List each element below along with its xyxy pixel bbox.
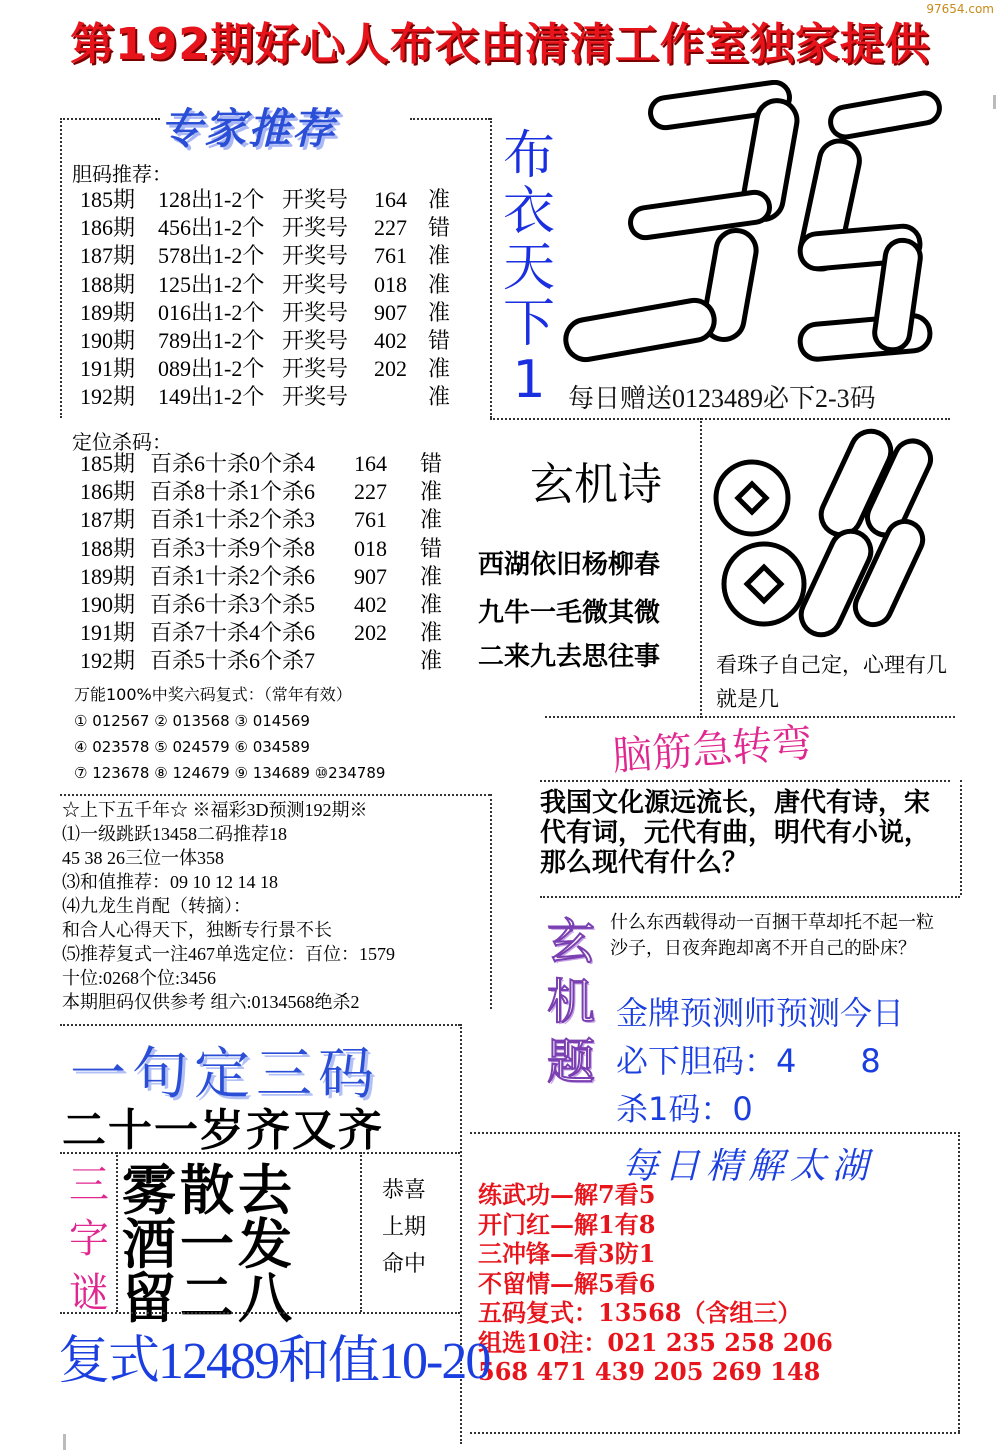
result-cell: 准 [420, 620, 443, 646]
three-char-label [64, 1158, 114, 1320]
kill-row [80, 563, 450, 591]
result-cell: 准 [428, 356, 451, 382]
pick-cell: 456出1-2个 [158, 215, 265, 241]
dan-row [80, 242, 458, 270]
congrats-line: 命中 [382, 1252, 427, 1277]
gold-line: 金牌预测师预测今日 [616, 994, 905, 1032]
draw-number-cell: 018 [374, 271, 407, 297]
result-cell: 准 [428, 384, 451, 410]
pick-cell: 149出1-2个 [158, 384, 265, 410]
draw-number-cell: 202 [354, 620, 387, 646]
issue-cell: 192期 [80, 384, 136, 410]
kill-rule-cell: 百杀1十杀2个杀6 [150, 563, 316, 589]
divider [960, 780, 962, 895]
gold-dan-line: 必下胆码：4 8 [616, 1042, 881, 1080]
coins-beads-illustration [706, 418, 956, 648]
result-cell: 错 [420, 535, 443, 561]
kill-row [80, 591, 450, 619]
issue-cell: 191期 [80, 356, 136, 382]
issue-cell: 187期 [80, 243, 136, 269]
issue-cell: 187期 [80, 507, 136, 533]
kill-row [80, 619, 450, 647]
forecast-line: ☆上下五千年☆ ※福彩3D预测192期※ [62, 800, 368, 820]
bead-bar [629, 190, 772, 239]
draw-label-cell: 开奖号 [282, 271, 349, 297]
result-cell: 准 [428, 243, 451, 269]
bu-yi-char: 下 [502, 294, 555, 354]
taihu-line: 组选10注：021 235 258 206 [478, 1327, 833, 1357]
riddle-word: 雾散去 [122, 1159, 296, 1222]
dan-table [80, 186, 458, 412]
draw-number-cell: 018 [354, 535, 387, 561]
result-cell: 准 [420, 507, 443, 533]
riddle-text: 什么东西载得动一百捆干草却托不起一粒沙子，日夜奔跑却离不开自己的卧床？ [610, 912, 934, 959]
kill-rule-cell: 百杀5十杀6个杀7 [150, 648, 316, 674]
divider [360, 1152, 362, 1312]
draw-label-cell: 开奖号 [282, 384, 349, 410]
dan-row [80, 186, 458, 214]
dan-row [80, 327, 458, 355]
bead-note: 看珠子自己定，心理有几就是几 [716, 653, 947, 711]
forecast-line: 十位:0268个位:3456 [62, 968, 217, 988]
divider [700, 418, 702, 718]
pick-cell: 128出1-2个 [158, 187, 265, 212]
bu-yi-char: 衣 [502, 182, 555, 242]
issue-cell: 186期 [80, 479, 136, 505]
riddle-word: 留二八 [122, 1267, 296, 1330]
kill-row [80, 506, 450, 534]
bu-yi-char: 天 [502, 238, 555, 298]
taihu-list [478, 1180, 833, 1387]
issue-cell: 188期 [80, 271, 136, 297]
daily-gift: 每日赠送0123489必下2-3码 [568, 384, 876, 413]
issue-cell: 188期 [80, 535, 136, 561]
pick-cell: 789出1-2个 [158, 328, 265, 354]
draw-number-cell: 227 [374, 215, 407, 241]
kill-rule-cell: 百杀1十杀2个杀3 [150, 507, 316, 533]
xuanji-title-vertical [540, 912, 602, 1092]
divider [116, 1152, 118, 1312]
kill-label: 定位杀码： [72, 432, 172, 454]
result-cell: 准 [420, 592, 443, 618]
draw-number-cell: 761 [354, 507, 387, 533]
bead-bar [828, 91, 942, 140]
dan-row [80, 299, 458, 327]
pick-cell: 578出1-2个 [158, 243, 265, 269]
xuanji-char: 题 [546, 1034, 595, 1090]
divider [60, 794, 490, 796]
result-cell: 错 [420, 451, 443, 476]
taihu-line: 三冲锋—看3防1 [478, 1239, 656, 1268]
xuanji-char: 机 [546, 974, 595, 1030]
divider [60, 118, 160, 120]
result-cell: 准 [420, 648, 443, 674]
one-line-riddle: 二十一岁齐又齐 [62, 1105, 384, 1156]
xuanji-char: 玄 [546, 914, 595, 970]
result-cell: 准 [420, 563, 443, 589]
pick-cell: 016出1-2个 [158, 299, 265, 325]
forecast-block [62, 798, 395, 1014]
dan-row [80, 271, 458, 299]
forecast-line: 和合人心得天下，独断专行景不长 [62, 920, 332, 940]
dan-row [80, 214, 458, 242]
pick-cell: 089出1-2个 [158, 356, 265, 382]
divider [60, 118, 62, 418]
draw-number-cell: 164 [374, 187, 407, 212]
issue-cell: 189期 [80, 299, 136, 325]
three-char-label-char: 字 [69, 1216, 109, 1262]
kill-rule-cell: 百杀7十杀4个杀6 [150, 620, 316, 646]
six-code-row: ① 012567 ② 013568 ③ 014569 [74, 712, 310, 730]
divider [60, 1024, 460, 1026]
result-cell: 准 [428, 187, 451, 212]
issue-cell: 185期 [80, 187, 136, 212]
gold-kill-line: 杀1码：0 [616, 1090, 753, 1128]
issue-cell: 185期 [80, 451, 136, 476]
issue-cell: 192期 [80, 648, 136, 674]
draw-label-cell: 开奖号 [282, 187, 349, 212]
issue-cell: 186期 [80, 215, 136, 241]
bead-bar [563, 297, 718, 362]
forecast-line: ⑷九龙生肖配（转摘）： [62, 896, 251, 916]
result-cell: 错 [428, 215, 451, 241]
forecast-line: ⑶和值推荐：09 10 12 14 18 [62, 872, 278, 892]
draw-number-cell: 402 [354, 592, 387, 618]
draw-number-cell: 907 [354, 563, 387, 589]
divider [470, 1132, 960, 1134]
bu-yi-char: 1 [512, 350, 546, 410]
draw-label-cell: 开奖号 [282, 215, 349, 241]
forecast-line: 45 38 26三位一体358 [62, 848, 224, 868]
forecast-line: ⑸推荐复式一注467单选定位：百位：1579 [62, 944, 395, 964]
taihu-line: 568 471 439 205 269 148 [478, 1357, 821, 1386]
kill-rule-cell: 百杀8十杀1个杀6 [150, 479, 316, 505]
issue-cell: 189期 [80, 563, 136, 589]
scroll-mark [993, 95, 996, 109]
issue-cell: 190期 [80, 592, 136, 618]
divider [410, 118, 490, 120]
divider [490, 118, 492, 418]
six-code-list [74, 708, 385, 786]
divider [540, 780, 950, 782]
draw-label-cell: 开奖号 [282, 243, 349, 269]
kill-row [80, 647, 450, 675]
issue-cell: 191期 [80, 620, 136, 646]
kill-row [80, 478, 450, 506]
taihu-title: 每日精解太湖 [622, 1146, 875, 1187]
bead-number-illustration [560, 80, 960, 370]
draw-label-cell: 开奖号 [282, 356, 349, 382]
poem-line: 二来九去思往事 [478, 642, 661, 672]
dan-row [80, 383, 458, 411]
kill-rule-cell: 百杀6十杀0个杀4 [150, 451, 316, 476]
kill-row [80, 535, 450, 563]
draw-number-cell: 907 [374, 299, 407, 325]
taihu-line: 练武功—解7看5 [478, 1180, 656, 1209]
brain-teaser-title: 脑筋急转弯 [610, 720, 814, 780]
watermark: 97654.com [926, 2, 994, 16]
draw-number-cell [354, 647, 420, 675]
taihu-line: 五码复式：13568（含组三） [478, 1298, 802, 1327]
bu-yi-vertical [498, 128, 560, 408]
draw-number-cell: 227 [354, 479, 387, 505]
poem-title: 玄机诗 [530, 459, 662, 510]
poem-line: 九牛一毛微其微 [478, 598, 661, 628]
compound-bet: 复式12489和值10-20 [58, 1333, 490, 1390]
kill-row [80, 450, 450, 478]
result-cell: 准 [428, 271, 451, 297]
three-char-label-char: 三 [69, 1162, 109, 1208]
expert-title: 专家推荐 [160, 104, 337, 153]
one-line-title: 一句定三码 [70, 1042, 380, 1107]
three-char-label-char: 谜 [69, 1270, 109, 1316]
brain-teaser-question: 我国文化源远流长，唐代有诗，宋代有词，元代有曲，明代有小说，那么现代有什么？ [540, 788, 931, 878]
draw-number-cell: 402 [374, 328, 407, 354]
draw-number-cell [374, 383, 428, 411]
divider [540, 896, 960, 898]
kill-rule-cell: 百杀6十杀3个杀5 [150, 592, 316, 618]
draw-number-cell: 164 [354, 451, 387, 476]
draw-label-cell: 开奖号 [282, 328, 349, 354]
divider [60, 1312, 460, 1314]
congrats-line: 上期 [382, 1215, 427, 1240]
pick-cell: 125出1-2个 [158, 271, 265, 297]
divider [958, 1132, 960, 1432]
forecast-line: 本期胆码仅供参考 组六:0134568绝杀2 [62, 992, 360, 1012]
six-code-row: ⑦ 123678 ⑧ 124679 ⑨ 134689 ⑩234789 [74, 764, 386, 782]
congrats-note [382, 1172, 426, 1283]
draw-label-cell: 开奖号 [282, 299, 349, 325]
six-label: 万能100%中奖六码复式：（常年有效） [74, 685, 352, 704]
result-cell: 错 [428, 328, 451, 354]
kill-rule-cell: 百杀3十杀9个杀8 [150, 535, 316, 561]
dan-row [80, 355, 458, 383]
riddle-word: 酒一发 [122, 1213, 296, 1276]
kill-table [80, 450, 450, 676]
draw-number-cell: 202 [374, 356, 407, 382]
result-cell: 准 [428, 299, 451, 325]
divider [490, 794, 492, 1009]
draw-number-cell: 761 [374, 243, 407, 269]
divider [470, 1432, 960, 1434]
taihu-line: 开门红—解1有8 [478, 1209, 656, 1239]
page-title: 第192期好心人布衣由清清工作室独家提供 [70, 19, 930, 70]
bu-yi-char: 布 [502, 126, 555, 186]
dan-label: 胆码推荐： [72, 164, 172, 186]
scroll-mark [63, 1434, 66, 1450]
issue-cell: 190期 [80, 328, 136, 354]
result-cell: 准 [420, 479, 443, 505]
poem-line: 西湖依旧杨柳春 [478, 550, 661, 580]
six-code-row: ④ 023578 ⑤ 024579 ⑥ 034589 [74, 738, 310, 756]
congrats-line: 恭喜 [382, 1178, 427, 1203]
forecast-line: ⑴一级跳跃13458二码推荐18 [62, 824, 287, 844]
taihu-line: 不留情—解5看6 [478, 1268, 656, 1298]
